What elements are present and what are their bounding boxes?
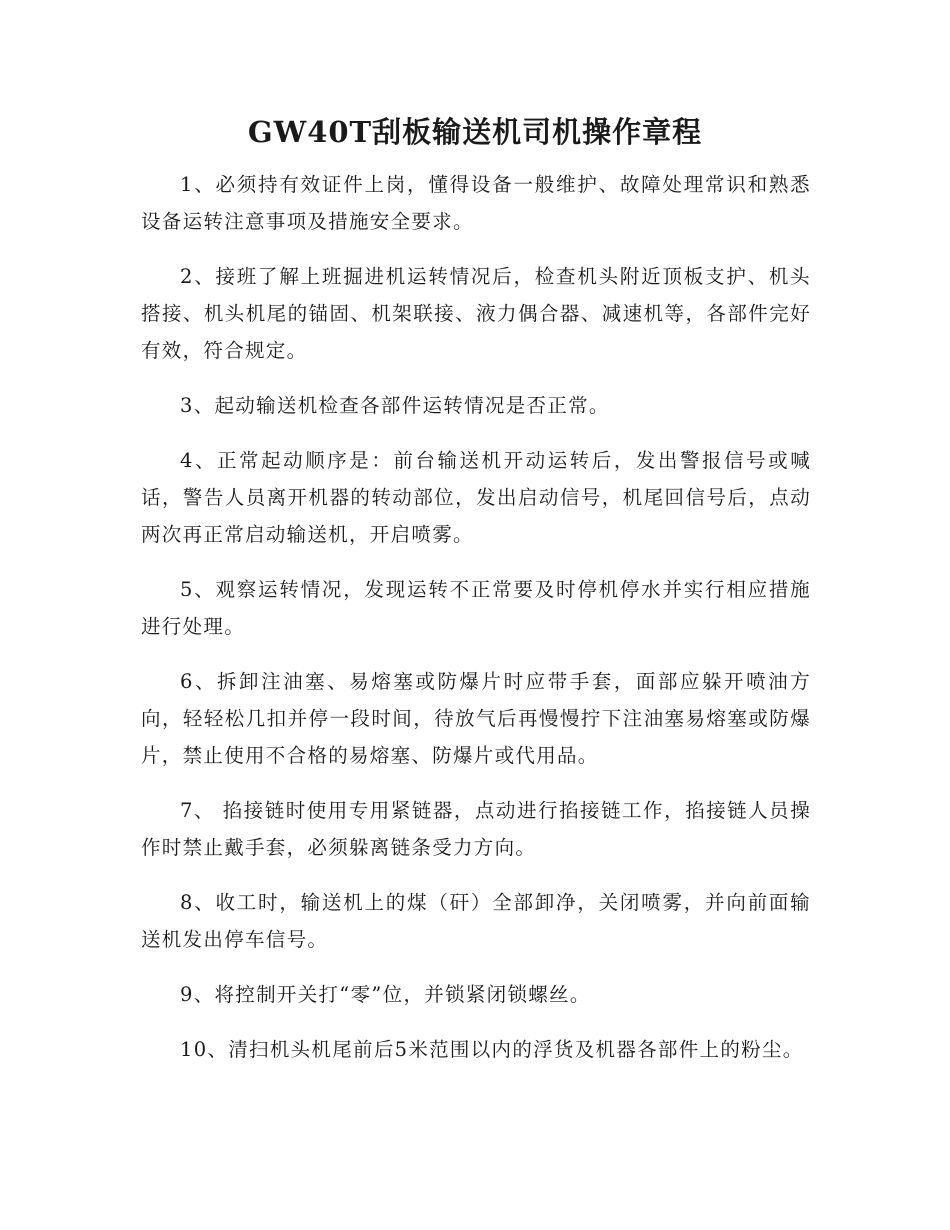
paragraph-10: 10、清扫机头机尾前后5米范围以内的浮货及机器各部件上的粉尘。 <box>180 1038 804 1061</box>
paragraph-7: 7、 掐接链时使用专用紧链器，点动进行掐接链工作，掐接链人员操作时禁止戴手套，必须躲离链条受力方向。 <box>141 799 811 859</box>
document-body <box>141 166 811 1086</box>
paragraph-5: 5、观察运转情况，发现运转不正常要及时停机停水并实行相应措施进行处理。 <box>141 578 811 638</box>
paragraph-6: 6、拆卸注油塞、易熔塞或防爆片时应带手套，面部应躲开喷油方向，轻轻松几扣并停一段时间，待放气后再慢慢拧下注油塞易熔塞或防爆片，禁止使用不合格的易熔塞、防爆片或代用品。 <box>141 670 811 767</box>
paragraph-4: 4、正常起动顺序是：前台输送机开动运转后，发出警报信号或喊话，警告人员离开机器的转动部位，发出启动信号，机尾回信号后，点动两次再正常启动输送机，开启喷雾。 <box>141 449 811 546</box>
paragraph-1: 1、必须持有效证件上岗，懂得设备一般维护、故障处理常识和熟悉设备运转注意事项及措施安全要求。 <box>141 173 811 233</box>
document-title: GW40T刮板输送机司机操作章程 <box>247 115 703 149</box>
paragraph-2: 2、接班了解上班掘进机运转情况后，检查机头附近顶板支护、机头搭接、机头机尾的锚固、机架联接、液力偶合器、减速机等，各部件完好有效，符合规定。 <box>141 265 811 362</box>
paragraph-8: 8、收工时，输送机上的煤（矸）全部卸净，关闭喷雾，并向前面输送机发出停车信号。 <box>141 891 811 951</box>
paragraph-3: 3、起动输送机检查各部件运转情况是否正常。 <box>180 394 610 417</box>
paragraph-9: 9、将控制开关打“零”位，并锁紧闭锁螺丝。 <box>180 983 591 1006</box>
